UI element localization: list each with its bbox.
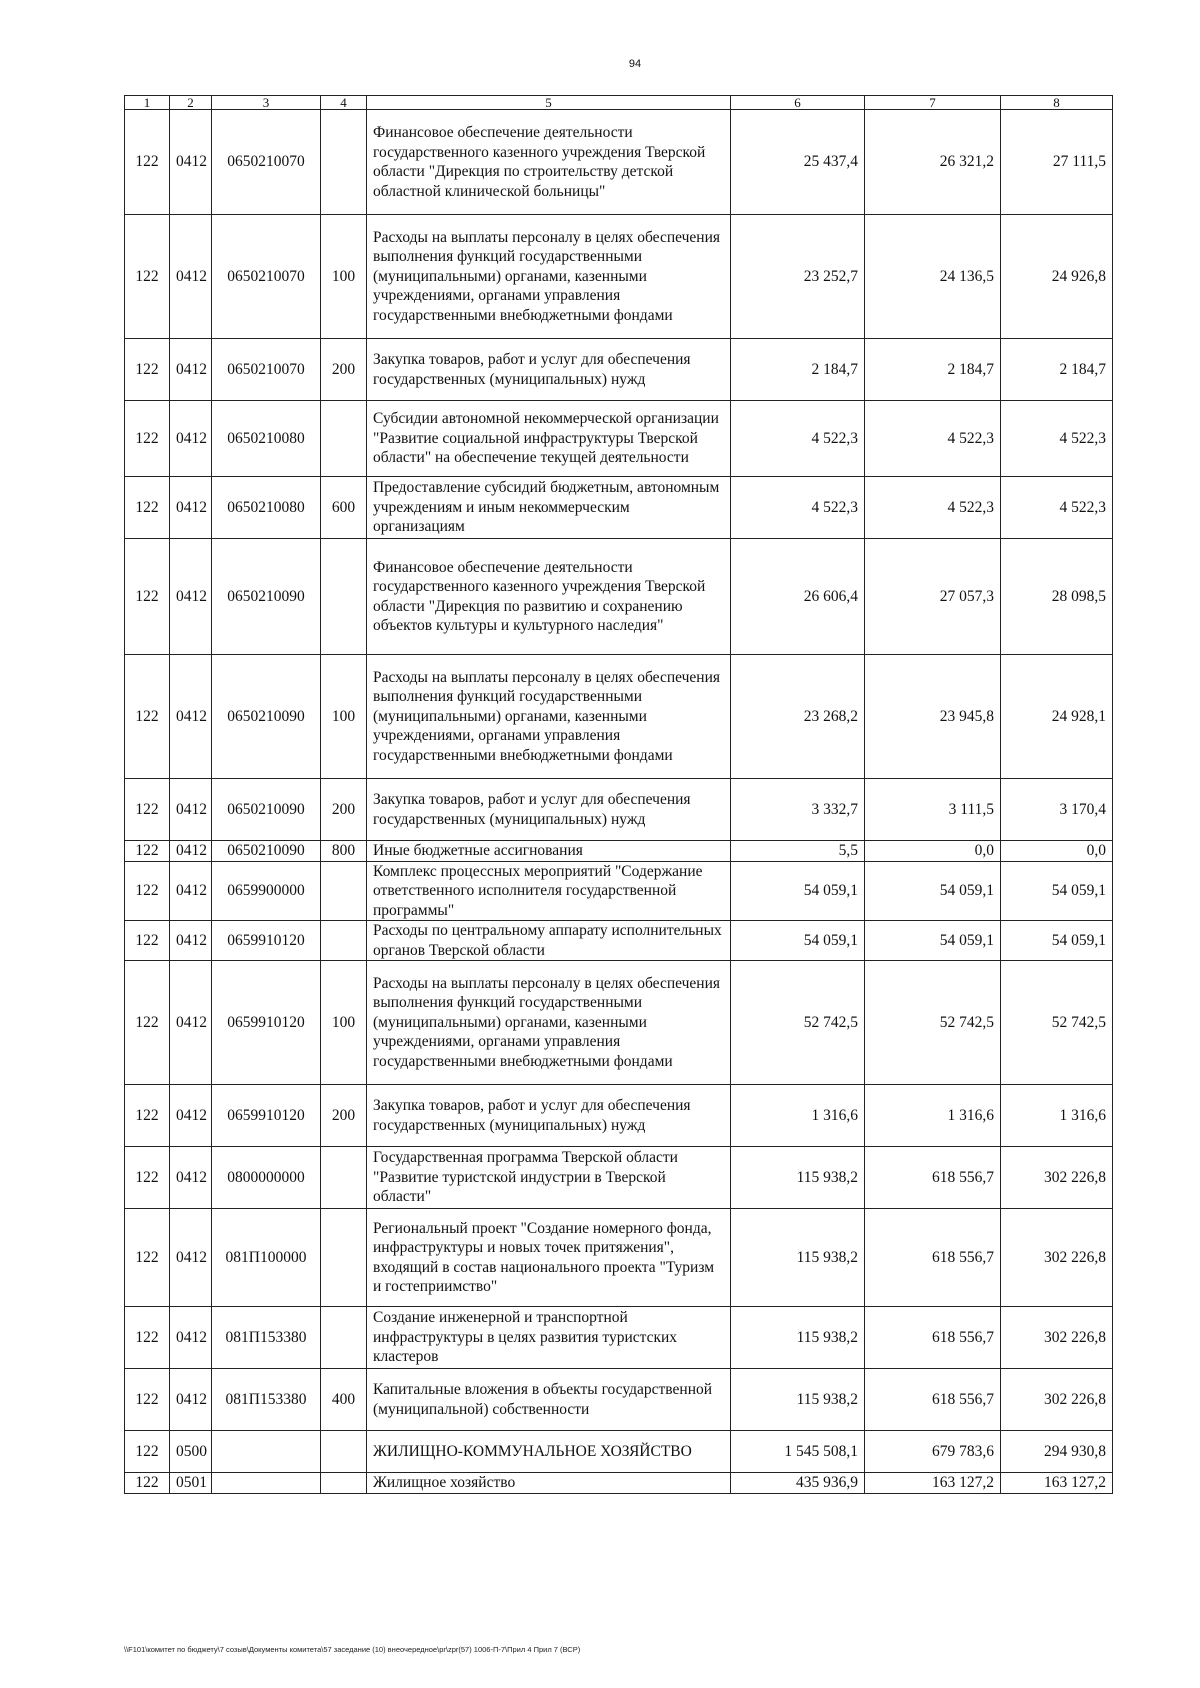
target-article-cell: 0650210080 — [212, 477, 321, 539]
amount-year2-cell: 1 316,6 — [865, 1085, 1001, 1147]
section-code-cell: 0412 — [170, 1307, 212, 1369]
column-header: 7 — [865, 96, 1001, 110]
description-cell: Финансовое обеспечение деятельности государственного казенного учреждения Тверской области "Дирекция по строительству детской областной клинической больницы" — [367, 110, 731, 215]
amount-year1-cell: 26 606,4 — [731, 539, 865, 655]
target-article-cell: 0650210070 — [212, 215, 321, 339]
amount-year1-cell: 1 545 508,1 — [731, 1431, 865, 1473]
section-code-cell: 0412 — [170, 655, 212, 779]
amount-year3-cell: 24 928,1 — [1001, 655, 1113, 779]
table-row — [125, 1209, 1113, 1307]
column-header: 2 — [170, 96, 212, 110]
amount-year3-cell: 4 522,3 — [1001, 477, 1113, 539]
amount-year1-cell: 115 938,2 — [731, 1307, 865, 1369]
target-article-cell: 0650210070 — [212, 110, 321, 215]
target-article-cell: 0650210090 — [212, 539, 321, 655]
ved-code-cell: 122 — [125, 1085, 170, 1147]
column-header: 4 — [321, 96, 367, 110]
ved-code-cell: 122 — [125, 1147, 170, 1209]
amount-year3-cell: 52 742,5 — [1001, 961, 1113, 1085]
ved-code-cell: 122 — [125, 1369, 170, 1431]
target-article-cell — [212, 1473, 321, 1494]
amount-year3-cell: 302 226,8 — [1001, 1369, 1113, 1431]
amount-year1-cell: 54 059,1 — [731, 861, 865, 921]
amount-year3-cell: 54 059,1 — [1001, 861, 1113, 921]
amount-year3-cell: 0,0 — [1001, 841, 1113, 862]
column-number-row — [125, 96, 1113, 110]
amount-year1-cell: 435 936,9 — [731, 1473, 865, 1494]
target-article-cell: 0650210070 — [212, 339, 321, 401]
section-code-cell: 0412 — [170, 861, 212, 921]
section-code-cell: 0412 — [170, 215, 212, 339]
table-row — [125, 779, 1113, 841]
target-article-cell: 0650210090 — [212, 779, 321, 841]
ved-code-cell: 122 — [125, 339, 170, 401]
amount-year2-cell: 679 783,6 — [865, 1431, 1001, 1473]
amount-year3-cell: 2 184,7 — [1001, 339, 1113, 401]
amount-year1-cell: 54 059,1 — [731, 921, 865, 961]
section-code-cell: 0412 — [170, 1369, 212, 1431]
amount-year2-cell: 54 059,1 — [865, 921, 1001, 961]
amount-year1-cell: 1 316,6 — [731, 1085, 865, 1147]
table-row — [125, 110, 1113, 215]
target-article-cell: 0650210080 — [212, 401, 321, 477]
amount-year2-cell: 26 321,2 — [865, 110, 1001, 215]
amount-year1-cell: 4 522,3 — [731, 477, 865, 539]
table-row — [125, 1431, 1113, 1473]
amount-year3-cell: 302 226,8 — [1001, 1209, 1113, 1307]
target-article-cell: 0800000000 — [212, 1147, 321, 1209]
table-row — [125, 921, 1113, 961]
description-cell: Расходы на выплаты персоналу в целях обеспечения выполнения функций государственными (муниципальными) органами, казенными учреждениями, органами управления государственными внебюджетными фондами — [367, 215, 731, 339]
table-row — [125, 401, 1113, 477]
page-number: 94 — [628, 58, 642, 70]
description-cell: Расходы на выплаты персоналу в целях обеспечения выполнения функций государственными (муниципальными) органами, казенными учреждениями, органами управления государственными внебюджетными фондами — [367, 961, 731, 1085]
amount-year3-cell: 1 316,6 — [1001, 1085, 1113, 1147]
amount-year1-cell: 5,5 — [731, 841, 865, 862]
section-code-cell: 0412 — [170, 477, 212, 539]
ved-code-cell: 122 — [125, 1473, 170, 1494]
table-row — [125, 841, 1113, 862]
section-code-cell: 0412 — [170, 921, 212, 961]
description-cell: Закупка товаров, работ и услуг для обеспечения государственных (муниципальных) нужд — [367, 779, 731, 841]
expense-type-cell — [321, 110, 367, 215]
ved-code-cell: 122 — [125, 861, 170, 921]
amount-year2-cell: 24 136,5 — [865, 215, 1001, 339]
amount-year1-cell: 3 332,7 — [731, 779, 865, 841]
expense-type-cell — [321, 401, 367, 477]
amount-year1-cell: 115 938,2 — [731, 1209, 865, 1307]
table-row — [125, 1473, 1113, 1494]
amount-year2-cell: 618 556,7 — [865, 1209, 1001, 1307]
amount-year1-cell: 52 742,5 — [731, 961, 865, 1085]
column-header: 8 — [1001, 96, 1113, 110]
ved-code-cell: 122 — [125, 1209, 170, 1307]
target-article-cell: 0659910120 — [212, 961, 321, 1085]
ved-code-cell: 122 — [125, 961, 170, 1085]
table-row — [125, 539, 1113, 655]
amount-year3-cell: 3 170,4 — [1001, 779, 1113, 841]
table-row — [125, 339, 1113, 401]
amount-year1-cell: 115 938,2 — [731, 1369, 865, 1431]
description-cell: Комплекс процессных мероприятий "Содержание ответственного исполнителя государственной программы" — [367, 861, 731, 921]
table-row — [125, 861, 1113, 921]
ved-code-cell: 122 — [125, 841, 170, 862]
section-code-cell: 0412 — [170, 110, 212, 215]
amount-year3-cell: 294 930,8 — [1001, 1431, 1113, 1473]
amount-year3-cell: 4 522,3 — [1001, 401, 1113, 477]
table-row — [125, 215, 1113, 339]
table-row — [125, 1147, 1113, 1209]
expense-type-cell: 400 — [321, 1369, 367, 1431]
amount-year2-cell: 27 057,3 — [865, 539, 1001, 655]
ved-code-cell: 122 — [125, 921, 170, 961]
section-code-cell: 0501 — [170, 1473, 212, 1494]
description-cell: Закупка товаров, работ и услуг для обеспечения государственных (муниципальных) нужд — [367, 339, 731, 401]
amount-year3-cell: 24 926,8 — [1001, 215, 1113, 339]
column-header: 5 — [367, 96, 731, 110]
ved-code-cell: 122 — [125, 539, 170, 655]
description-cell: Создание инженерной и транспортной инфраструктуры в целях развития туристских кластеров — [367, 1307, 731, 1369]
column-header: 1 — [125, 96, 170, 110]
amount-year1-cell: 115 938,2 — [731, 1147, 865, 1209]
expense-type-cell — [321, 539, 367, 655]
file-path-footer: \\F101\комитет по бюджету\7 созыв\Документы комитета\57 заседание (10) внеочередное\pr\zpr(57) 1006-П-7\Прил 4 Прил 7 (ВСР) — [124, 1645, 581, 1654]
amount-year3-cell: 163 127,2 — [1001, 1473, 1113, 1494]
description-cell: Субсидии автономной некоммерческой организации "Развитие социальной инфраструктуры Тверской области" на обеспечение текущей деятельности — [367, 401, 731, 477]
target-article-cell: 081П100000 — [212, 1209, 321, 1307]
budget-table — [124, 95, 1113, 1494]
amount-year2-cell: 52 742,5 — [865, 961, 1001, 1085]
section-code-cell: 0412 — [170, 841, 212, 862]
amount-year3-cell: 28 098,5 — [1001, 539, 1113, 655]
amount-year3-cell: 54 059,1 — [1001, 921, 1113, 961]
expense-type-cell: 100 — [321, 655, 367, 779]
ved-code-cell: 122 — [125, 110, 170, 215]
amount-year2-cell: 2 184,7 — [865, 339, 1001, 401]
table-row — [125, 1369, 1113, 1431]
amount-year2-cell: 4 522,3 — [865, 477, 1001, 539]
expense-type-cell: 200 — [321, 1085, 367, 1147]
description-cell: Закупка товаров, работ и услуг для обеспечения государственных (муниципальных) нужд — [367, 1085, 731, 1147]
target-article-cell: 0650210090 — [212, 841, 321, 862]
expense-type-cell: 600 — [321, 477, 367, 539]
column-header: 3 — [212, 96, 321, 110]
amount-year2-cell: 163 127,2 — [865, 1473, 1001, 1494]
section-code-cell: 0412 — [170, 961, 212, 1085]
expense-type-cell — [321, 1473, 367, 1494]
target-article-cell: 081П153380 — [212, 1307, 321, 1369]
ved-code-cell: 122 — [125, 1431, 170, 1473]
target-article-cell: 0659910120 — [212, 1085, 321, 1147]
target-article-cell: 0650210090 — [212, 655, 321, 779]
amount-year1-cell: 23 268,2 — [731, 655, 865, 779]
target-article-cell — [212, 1431, 321, 1473]
section-code-cell: 0412 — [170, 339, 212, 401]
amount-year1-cell: 23 252,7 — [731, 215, 865, 339]
amount-year2-cell: 0,0 — [865, 841, 1001, 862]
expense-type-cell — [321, 1147, 367, 1209]
target-article-cell: 081П153380 — [212, 1369, 321, 1431]
section-code-cell: 0412 — [170, 1147, 212, 1209]
table-row — [125, 477, 1113, 539]
column-header: 6 — [731, 96, 865, 110]
expense-type-cell: 200 — [321, 339, 367, 401]
section-code-cell: 0412 — [170, 1085, 212, 1147]
description-cell: Жилищное хозяйство — [367, 1473, 731, 1494]
description-cell: Иные бюджетные ассигнования — [367, 841, 731, 862]
ved-code-cell: 122 — [125, 779, 170, 841]
amount-year3-cell: 302 226,8 — [1001, 1307, 1113, 1369]
ved-code-cell: 122 — [125, 655, 170, 779]
amount-year2-cell: 3 111,5 — [865, 779, 1001, 841]
expense-type-cell: 100 — [321, 215, 367, 339]
table-row — [125, 961, 1113, 1085]
amount-year2-cell: 23 945,8 — [865, 655, 1001, 779]
table-row — [125, 655, 1113, 779]
amount-year1-cell: 4 522,3 — [731, 401, 865, 477]
amount-year2-cell: 54 059,1 — [865, 861, 1001, 921]
amount-year2-cell: 618 556,7 — [865, 1147, 1001, 1209]
amount-year1-cell: 2 184,7 — [731, 339, 865, 401]
table-row — [125, 1085, 1113, 1147]
expense-type-cell: 800 — [321, 841, 367, 862]
amount-year2-cell: 618 556,7 — [865, 1369, 1001, 1431]
section-code-cell: 0412 — [170, 401, 212, 477]
section-code-cell: 0412 — [170, 779, 212, 841]
section-code-cell: 0500 — [170, 1431, 212, 1473]
expense-type-cell — [321, 1431, 367, 1473]
amount-year3-cell: 302 226,8 — [1001, 1147, 1113, 1209]
table-row — [125, 1307, 1113, 1369]
expense-type-cell — [321, 1307, 367, 1369]
expense-type-cell — [321, 861, 367, 921]
expense-type-cell — [321, 1209, 367, 1307]
section-code-cell: 0412 — [170, 1209, 212, 1307]
description-cell: Региональный проект "Создание номерного фонда, инфраструктуры и новых точек притяжения", входящий в состав национального проекта "Туризм и гостеприимство" — [367, 1209, 731, 1307]
amount-year1-cell: 25 437,4 — [731, 110, 865, 215]
ved-code-cell: 122 — [125, 1307, 170, 1369]
description-cell: Расходы по центральному аппарату исполнительных органов Тверской области — [367, 921, 731, 961]
description-cell: Капитальные вложения в объекты государственной (муниципальной) собственности — [367, 1369, 731, 1431]
description-cell: Расходы на выплаты персоналу в целях обеспечения выполнения функций государственными (муниципальными) органами, казенными учреждениями, органами управления государственными внебюджетными фондами — [367, 655, 731, 779]
description-cell: Предоставление субсидий бюджетным, автономным учреждениям и иным некоммерческим организациям — [367, 477, 731, 539]
expense-type-cell: 200 — [321, 779, 367, 841]
description-cell: Государственная программа Тверской области "Развитие туристской индустрии в Тверской области" — [367, 1147, 731, 1209]
amount-year2-cell: 618 556,7 — [865, 1307, 1001, 1369]
amount-year3-cell: 27 111,5 — [1001, 110, 1113, 215]
ved-code-cell: 122 — [125, 215, 170, 339]
target-article-cell: 0659900000 — [212, 861, 321, 921]
ved-code-cell: 122 — [125, 401, 170, 477]
description-cell: Финансовое обеспечение деятельности государственного казенного учреждения Тверской области "Дирекция по развитию и сохранению объектов культуры и культурного наследия" — [367, 539, 731, 655]
expense-type-cell — [321, 921, 367, 961]
expense-type-cell: 100 — [321, 961, 367, 1085]
target-article-cell: 0659910120 — [212, 921, 321, 961]
section-code-cell: 0412 — [170, 539, 212, 655]
ved-code-cell: 122 — [125, 477, 170, 539]
amount-year2-cell: 4 522,3 — [865, 401, 1001, 477]
description-cell: ЖИЛИЩНО-КОММУНАЛЬНОЕ ХОЗЯЙСТВО — [367, 1431, 731, 1473]
